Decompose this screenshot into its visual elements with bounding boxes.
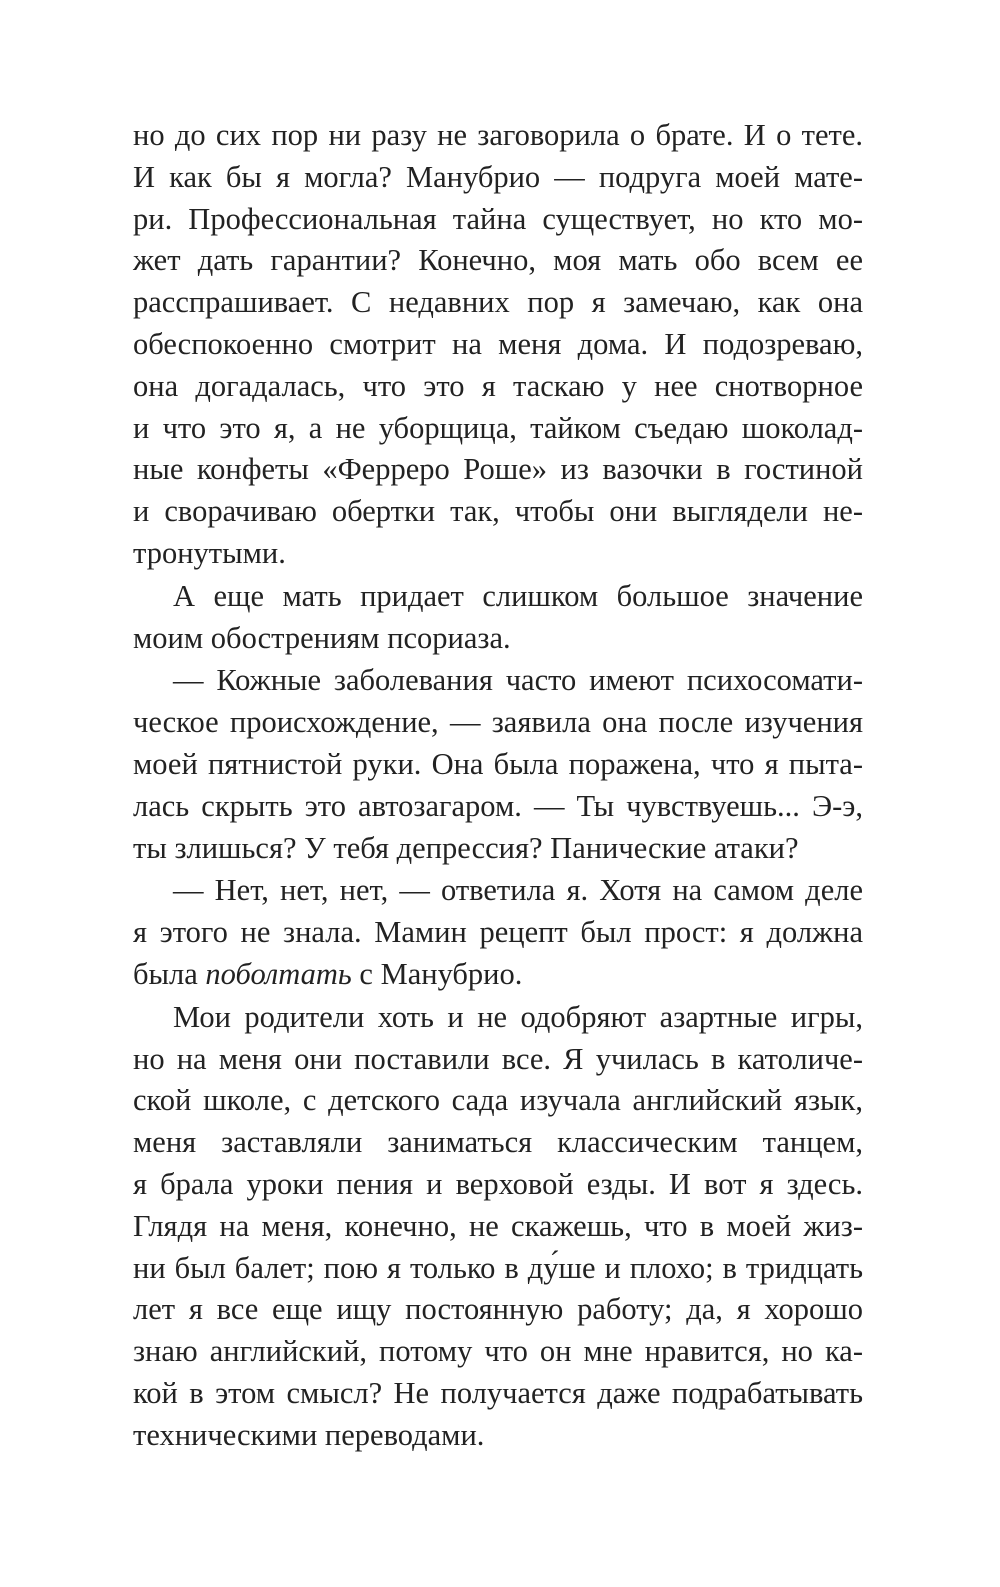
text-line: но до сих пор ни разу не заговорила о брате. И о тете.	[133, 118, 863, 152]
text-line: ты злишься? У тебя депрессия? Панические атаки?	[133, 830, 799, 865]
text-line: и сворачиваю обертки так, чтобы они выглядели не-	[133, 494, 863, 529]
text-line: меня заставляли заниматься классическим танцем,	[133, 1125, 863, 1160]
text-line: ни был балет; пою я только в ду́ше и плохо; в тридцать	[133, 1250, 863, 1285]
italic-word: поболтать	[205, 956, 352, 991]
text-span: была	[133, 956, 206, 991]
text-line	[133, 954, 863, 996]
text-line: тронутыми.	[133, 535, 286, 570]
text-line: но на меня они поставили все. Я училась в католиче-	[133, 1041, 863, 1076]
text-line: ри. Профессиональная тайна существует, но кто мо-	[133, 201, 863, 236]
text-span: с Манубрио.	[351, 956, 523, 991]
text-line: — Кожные заболевания часто имеют психосомати-	[173, 663, 863, 698]
text-line: И как бы я могла? Манубрио — подруга моей мате-	[133, 159, 863, 194]
text-line: А еще мать придает слишком большое значение	[173, 578, 863, 613]
text-line: знаю английский, потому что он мне нравится, но ка-	[133, 1334, 863, 1369]
text-line: кой в этом смысл? Не получается даже подрабатывать	[133, 1375, 863, 1410]
text-line: и что это я, а не уборщица, тайком съедаю шоколад-	[133, 410, 863, 445]
text-line: я этого не знала. Мамин рецепт был прост: я должна	[133, 915, 863, 950]
text-line: обеспокоенно смотрит на меня дома. И подозреваю,	[133, 326, 863, 361]
text-line: жет дать гарантии? Конечно, моя мать обо всем ее	[133, 243, 863, 278]
text-line: моей пятнистой руки. Она была поражена, что я пыта-	[133, 746, 863, 781]
text-line: Мои родители хоть и не одобряют азартные игры,	[173, 999, 863, 1034]
text-line: расспрашивает. С недавних пор я замечаю, как она	[133, 285, 863, 320]
text-line: лет я все еще ищу постоянную работу; да, я хорошо	[133, 1292, 863, 1327]
text-line: ской школе, с детского сада изучала английский язык,	[133, 1083, 863, 1118]
text-line: — Нет, нет, нет, — ответила я. Хотя на самом деле	[173, 873, 863, 908]
text-line: ные конфеты «Ферреро Роше» из вазочки в гостиной	[133, 452, 863, 487]
text-line: ческое происхождение, — заявила она после изучения	[133, 705, 863, 740]
text-line: Глядя на меня, конечно, не скажешь, что в моей жиз-	[133, 1208, 863, 1243]
text-line: я брала уроки пения и верховой езды. И вот я здесь.	[133, 1166, 863, 1201]
body-text	[133, 115, 863, 1457]
text-line: она догадалась, что это я таскаю у нее снотворное	[133, 368, 863, 403]
text-line: техническими переводами.	[133, 1417, 485, 1452]
text-line: моим обострениям псориаза.	[133, 620, 511, 655]
text-line: лась скрыть это автозагаром. — Ты чувствуешь... Э-э,	[133, 788, 863, 823]
